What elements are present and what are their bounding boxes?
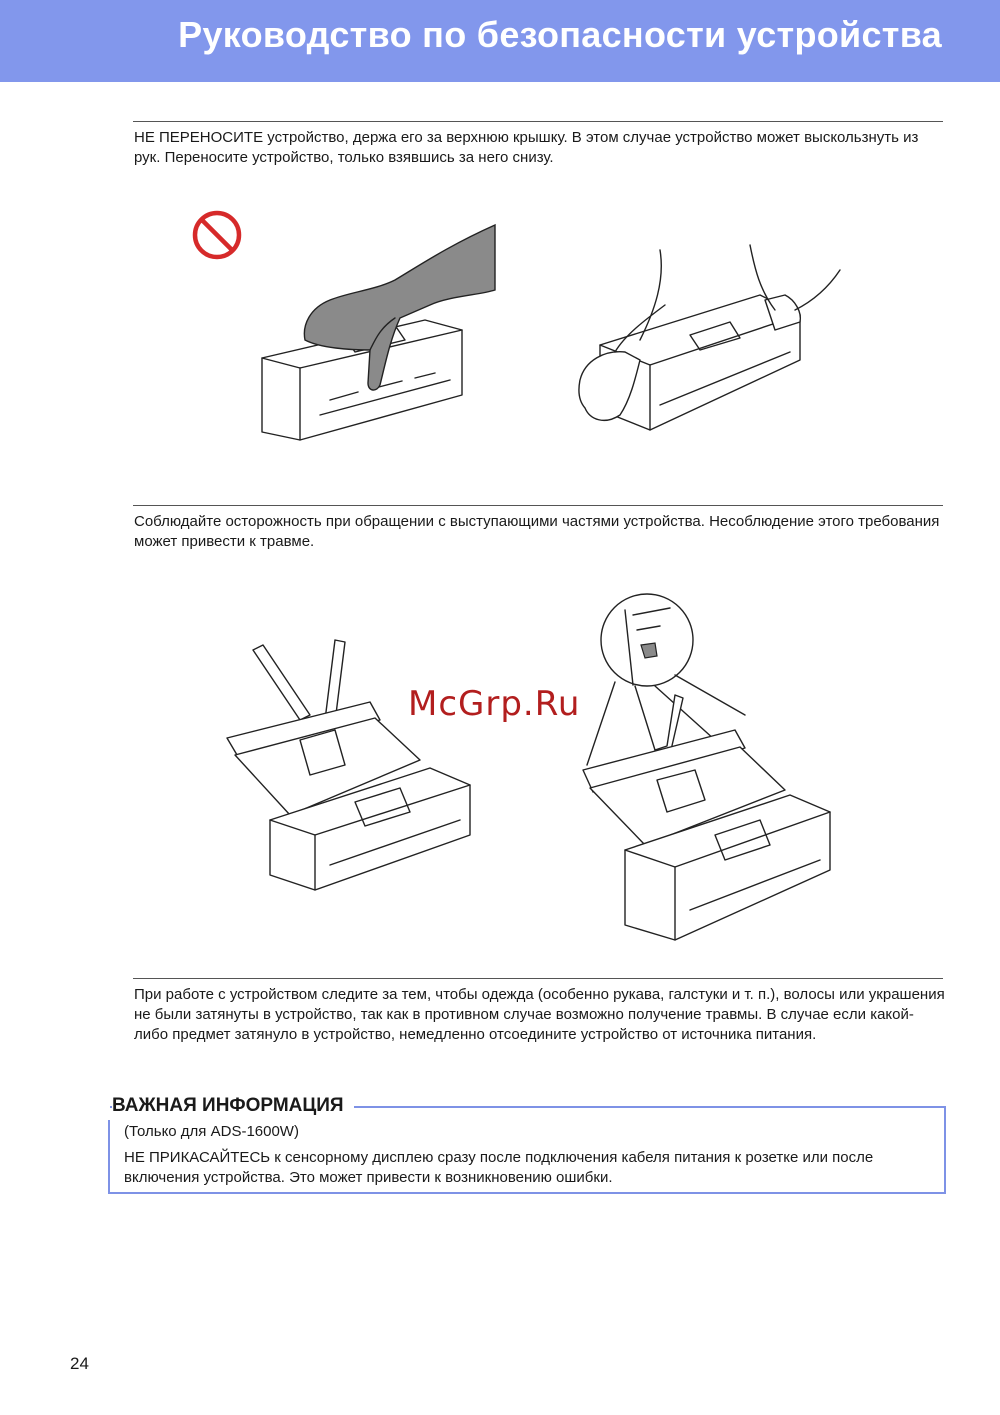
- section-2-text: Соблюдайте осторожность при обращении с выступающими частями устройства. Несоблюдение этого требования может привести к травме.: [134, 513, 940, 550]
- illustration-open-scanner: [215, 630, 505, 900]
- page-title: Руководство по безопасности устройства: [178, 14, 942, 55]
- important-info-text: НЕ ПРИКАСАЙТЕСЬ к сенсорному дисплею сразу после подключения кабеля питания к розетке или после включения устройства. Это может привести к возникновению ошибки.: [124, 1149, 874, 1186]
- section-3-text: При работе с устройством следите за тем, чтобы одежда (особенно рукава, галстуки и т. п.), волосы или украшения не были затянуты в устройство, так как в противном случае возможно получение травмы. В случае если какой-либо предмет затянуло в устройство, немедленно отсоедините устройство от источника питания.: [134, 986, 945, 1043]
- important-info-note: (Только для ADS-1600W): [124, 1123, 299, 1140]
- watermark: McGrp.Ru: [408, 684, 581, 724]
- illustration-wrong-carrying: [180, 200, 510, 460]
- info-box-gap: [108, 1100, 110, 1120]
- header-bar: [0, 0, 1000, 82]
- section-divider: [133, 505, 943, 506]
- page-number: 24: [70, 1354, 89, 1373]
- section-1-text: НЕ ПЕРЕНОСИТЕ устройство, держа его за верхнюю крышку. В этом случае устройство может выскользнуть из рук. Переносите устройство, только взявшись за него снизу.: [134, 129, 919, 166]
- section-divider: [133, 978, 943, 979]
- illustration-correct-carrying: [570, 240, 860, 450]
- illustration-protruding-parts: [575, 590, 840, 960]
- section-divider: [133, 121, 943, 122]
- prohibition-icon: [195, 213, 239, 257]
- important-info-heading: ВАЖНАЯ ИНФОРМАЦИЯ: [112, 1095, 354, 1117]
